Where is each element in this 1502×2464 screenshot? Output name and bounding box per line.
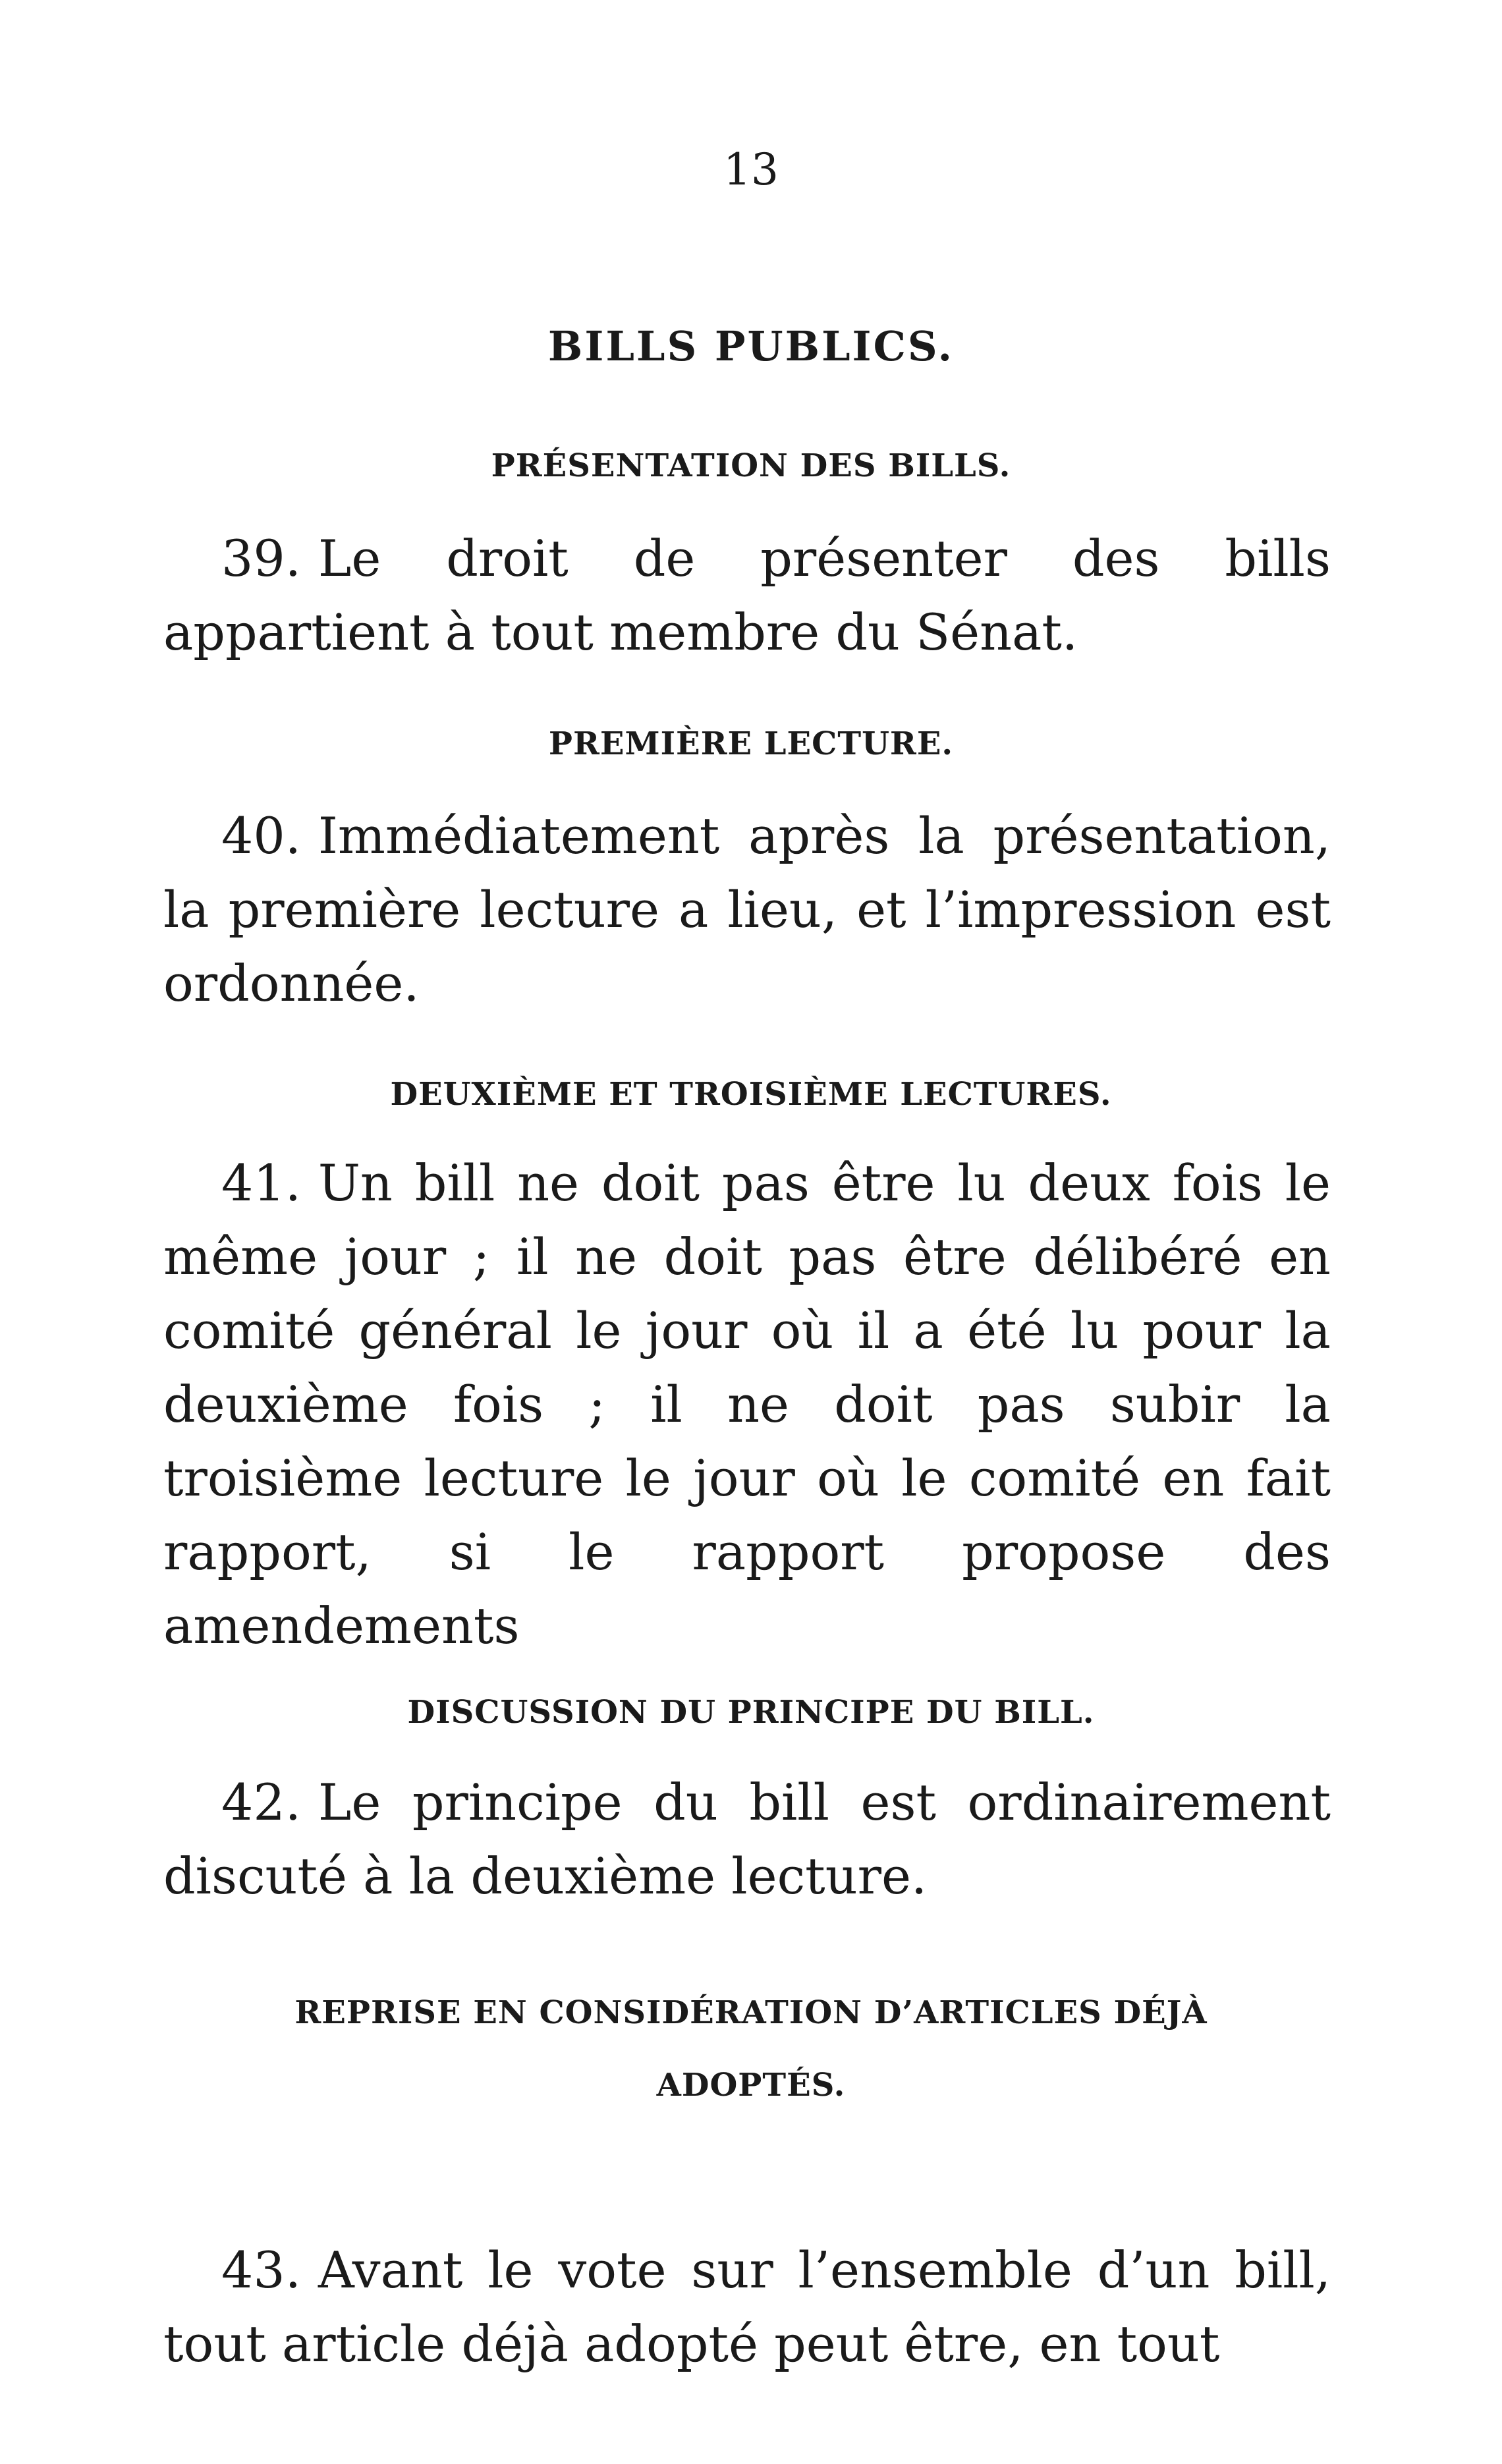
subheading-reprise: REPRISE EN CONSIDÉRATION D’ARTICLES DÉJÀ ADOPTÉS. — [294, 1994, 1208, 2104]
article-text: Avant le vote sur l’ensemble d’un bill, tout article déjà adopté peut être, en tout — [163, 2241, 1331, 2373]
article-text: Le droit de présenter des bills appartient à tout membre du Sénat. — [163, 529, 1331, 661]
article-39 — [163, 522, 1331, 669]
article-number: 39. — [221, 529, 301, 588]
article-number: 41. — [221, 1154, 301, 1212]
subheading-deuxieme-troisieme: DEUXIÈME ET TROISIÈME LECTURES. — [390, 1076, 1112, 1113]
article-text: Le principe du bill est ordinairement discuté à la deuxième lecture. — [163, 1773, 1331, 1905]
article-number: 43. — [221, 2241, 301, 2299]
article-41 — [163, 1146, 1331, 1663]
article-42 — [163, 1766, 1331, 1913]
article-43 — [163, 2233, 1331, 2381]
section-title: BILLS PUBLICS. — [547, 322, 955, 370]
article-text: Un bill ne doit pas être lu deux fois le même jour ; il ne doit pas être délibéré en comité général le jour où il a été lu pour la deuxième fois ; il ne doit pas subir la troisième lecture le jour où le comité en fait rapport, si le rapport propose des amendements — [163, 1154, 1331, 1655]
subheading-presentation: PRÉSENTATION DES BILLS. — [491, 447, 1011, 484]
article-40 — [163, 799, 1331, 1021]
article-number: 40. — [221, 806, 301, 865]
subheading-premiere-lecture: PREMIÈRE LECTURE. — [548, 725, 954, 762]
article-number: 42. — [221, 1773, 301, 1832]
subheading-discussion: DISCUSSION DU PRINCIPE DU BILL. — [407, 1694, 1095, 1731]
page-number: 13 — [723, 144, 779, 195]
article-text: Immédiatement après la présentation, la première lecture a lieu, et l’impression est ordonnée. — [163, 806, 1331, 1013]
